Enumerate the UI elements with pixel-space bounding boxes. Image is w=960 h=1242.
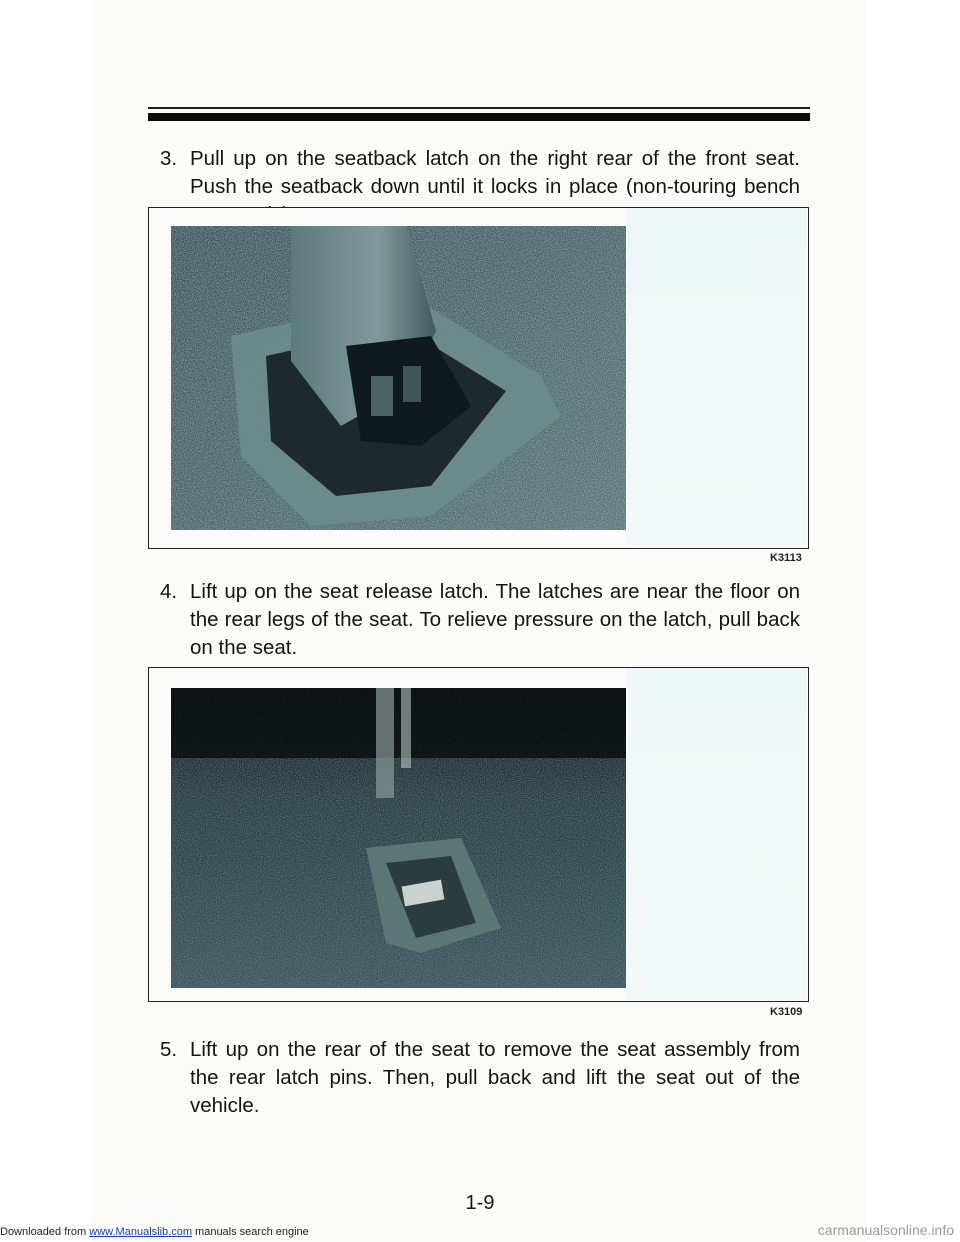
figure-seatback-latch (148, 207, 809, 549)
step-number: 3. (160, 147, 178, 170)
step-4 (160, 578, 800, 662)
step-text: Pull up on the seatback latch on the right rear of the front seat. Push the seatback down until it locks in place (non-touring bench (190, 147, 800, 198)
figure-margin-area (627, 208, 807, 546)
step-text: Lift up on the rear of the seat to remove the seat assembly from the rear latch pins. Then, pull back and lift the seat out of the vehicle. (190, 1038, 800, 1117)
figure-margin-area (627, 668, 807, 999)
step-5 (160, 1036, 800, 1120)
step-text: Lift up on the seat release latch. The latches are near the floor on the rear legs of the seat. To relieve pressure on the latch, pull back on the seat. (190, 580, 800, 659)
watermark-text: carmanualsonline.info (817, 1222, 954, 1238)
header-rule-thick (148, 113, 810, 121)
figure-code: K3109 (770, 1006, 803, 1018)
step-number: 4. (160, 580, 178, 603)
footer-prefix: Downloaded from (0, 1226, 90, 1238)
header-rule-thin (148, 107, 810, 109)
figure-seat-release-latch (148, 667, 809, 1002)
download-footer (0, 1226, 309, 1238)
photo-seat-release-latch (171, 688, 626, 988)
seatback-latch-image (171, 226, 626, 530)
step-number: 5. (160, 1038, 178, 1061)
seat-release-latch-image (171, 688, 626, 988)
manualslib-link[interactable]: www.Manualslib.com (89, 1226, 192, 1238)
page-number: 1-9 (465, 1192, 495, 1214)
footer-suffix: manuals search engine (191, 1226, 309, 1238)
figure-code: K3113 (770, 552, 802, 564)
photo-seatback-latch (171, 226, 626, 530)
